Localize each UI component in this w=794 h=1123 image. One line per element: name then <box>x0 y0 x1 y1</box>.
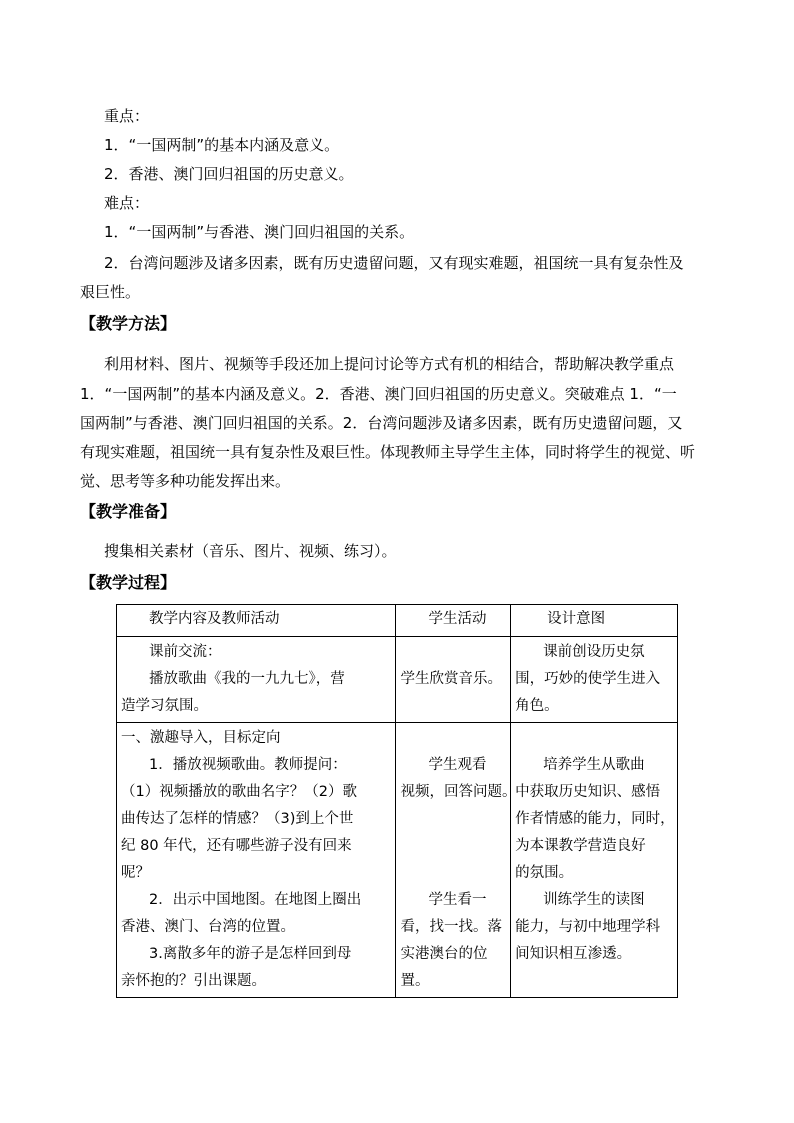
cell-text: 1．播放视频歌曲。教师提问： <box>149 757 347 773</box>
process-table <box>116 604 678 998</box>
difficulty-1: 1．“一国两制”与香港、澳门回归祖国的关系。 <box>104 223 415 241</box>
cell-text: 能力，与初中地理学科 <box>515 919 661 935</box>
cell-text: 造学习氛围。 <box>121 698 208 714</box>
cell-text: 角色。 <box>515 698 559 714</box>
difficulty-2-line1: 2．台湾问题涉及诸多因素，既有历史遗留问题，又有现实难题，祖国统一具有复杂性及 <box>104 254 684 272</box>
row1-student <box>396 637 511 723</box>
key-point-2: 2．香港、澳门回归祖国的历史意义。 <box>104 165 354 183</box>
method-line: 有现实难题，祖国统一具有复杂性及艰巨性。体现教师主导学生主体，同时将学生的视觉、听 <box>80 443 696 461</box>
cell-text: 2．出示中国地图。在地图上圈出 <box>149 892 362 908</box>
cell-text: 课前创设历史氛 <box>543 644 645 660</box>
cell-text: 看，找一找。落 <box>400 919 502 935</box>
cell-text: 3.离散多年的游子是怎样回到母 <box>149 946 352 962</box>
row1-content <box>117 637 396 723</box>
table-row <box>117 637 678 723</box>
row2-content <box>117 723 396 998</box>
cell-text: 围，巧妙的使学生进入 <box>515 671 661 687</box>
row2-intent <box>511 723 678 998</box>
cell-text: 培养学生从歌曲 <box>543 757 645 773</box>
header-intent: 设计意图 <box>511 605 678 637</box>
method-line: 1．“一国两制”的基本内涵及意义。2．香港、澳门回归祖国的历史意义。突破难点 1．“一 <box>80 385 677 403</box>
difficulties-label: 难点： <box>104 194 150 212</box>
method-line: 国两制”与香港、澳门回归祖国的关系。2．台湾问题涉及诸多因素，既有历史遗留问题，又 <box>80 414 683 432</box>
key-points-label: 重点： <box>104 107 150 125</box>
key-point-1: 1．“一国两制”的基本内涵及意义。 <box>104 136 340 154</box>
cell-text: 纪 80 年代，还有哪些游子没有回来 <box>121 838 352 854</box>
table-row <box>117 723 678 998</box>
method-heading: 【教学方法】 <box>80 314 177 333</box>
cell-text: 置。 <box>400 973 430 989</box>
cell-text: 学生观看 <box>428 757 487 773</box>
process-heading: 【教学过程】 <box>80 573 177 592</box>
cell-text: 播放歌曲《我的一九九七》，营 <box>149 671 345 687</box>
preparation-text: 搜集相关素材（音乐、图片、视频、练习）。 <box>104 542 397 560</box>
cell-text: 香港、澳门、台湾的位置。 <box>121 919 295 935</box>
preparation-heading: 【教学准备】 <box>80 502 177 521</box>
difficulty-2-line2: 艰巨性。 <box>80 283 141 301</box>
cell-text: 一、激趣导入，目标定向 <box>121 730 281 746</box>
header-content: 教学内容及教师活动 <box>117 605 396 637</box>
cell-text: （1）视频播放的歌曲名字？（2）歌 <box>121 784 357 800</box>
header-student: 学生活动 <box>396 605 511 637</box>
cell-text: 训练学生的读图 <box>543 892 645 908</box>
cell-text: 实港澳台的位 <box>400 946 488 962</box>
method-line: 觉、思考等多种功能发挥出来。 <box>80 472 291 490</box>
method-line: 利用材料、图片、视频等手段还加上提问讨论等方式有机的相结合，帮助解决教学重点 <box>104 355 675 373</box>
cell-text: 间知识相互渗透。 <box>515 946 632 962</box>
cell-text: 视频，回答问题。 <box>400 784 517 800</box>
cell-text: 中获取历史知识、感悟 <box>515 784 661 800</box>
table-header-row <box>117 605 678 637</box>
cell-text: 的氛围。 <box>515 865 574 881</box>
cell-text: 亲怀抱的？引出课题。 <box>121 973 266 989</box>
row2-student <box>396 723 517 998</box>
cell-text: 学生看一 <box>428 892 487 908</box>
cell-text: 课前交流： <box>149 644 222 660</box>
cell-text: 曲传达了怎样的情感？（3)到上个世 <box>121 811 354 827</box>
cell-text: 为本课教学营造良好 <box>515 838 646 854</box>
cell-text: 作者情感的能力，同时， <box>515 811 675 827</box>
cell-text: 呢？ <box>121 865 150 881</box>
row1-intent <box>511 637 678 723</box>
cell-text: 学生欣赏音乐。 <box>400 671 502 687</box>
